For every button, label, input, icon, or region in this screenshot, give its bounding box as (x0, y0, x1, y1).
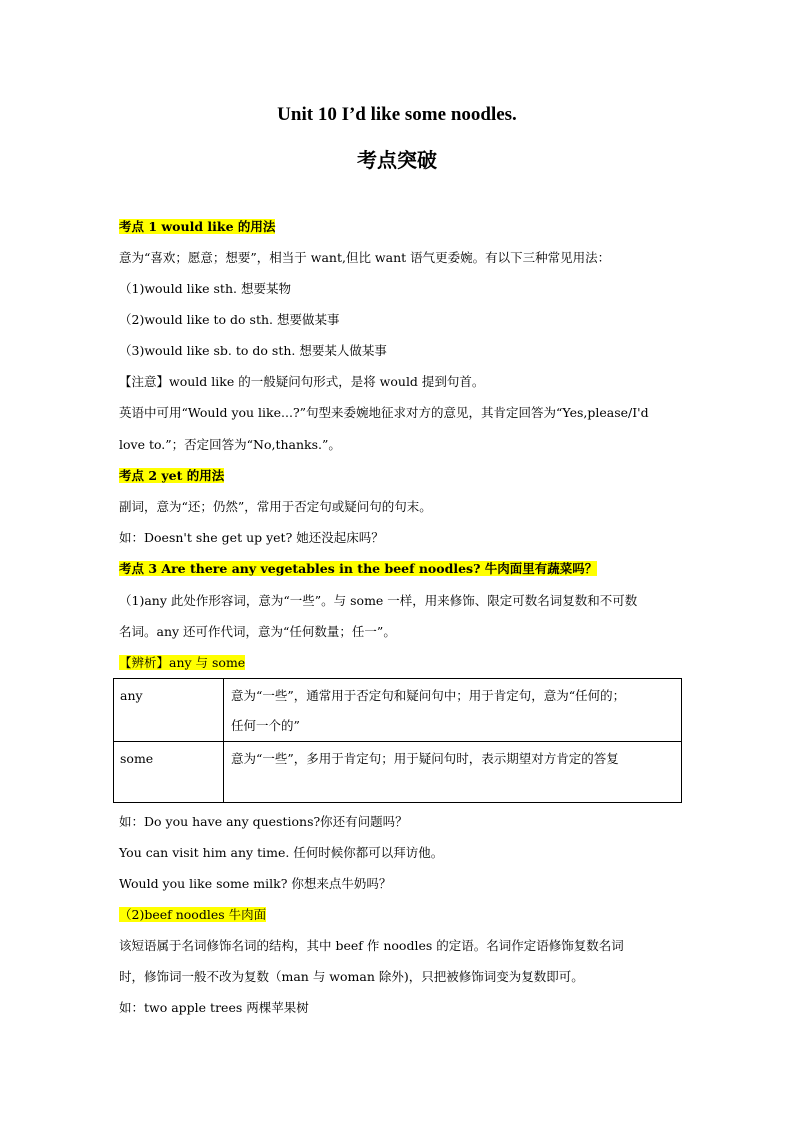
section3-example3: Would you like some milk? 你想来点牛奶吗？ (119, 876, 392, 891)
section3-compare-heading: 【辨析】any 与 some (119, 655, 246, 670)
section1-heading: 考点 1 would like 的用法 (119, 219, 276, 234)
section1-note: 【注意】would like 的一般疑问句形式，是将 would 提到句首。 (119, 374, 485, 389)
section1-usage-line2: love to.”；否定回答为“No,thanks.”。 (119, 437, 341, 452)
section2-heading: 考点 2 yet 的用法 (119, 468, 225, 483)
section3-para1-line2: 名词。any 还可作代词，意为“任何数量；任一”。 (119, 624, 396, 639)
section3-example2: You can visit him any time. 任何时候你都可以拜访他。 (119, 845, 444, 860)
table-cell-any-desc-line2: 任何一个的” (231, 718, 300, 733)
section3-para2-line2: 时，修饰词一般不改为复数（man 与 woman 除外)，只把被修饰词变为复数即可。 (119, 969, 584, 984)
section2-example: 如：Doesn't she get up yet? 她还没起床吗？ (119, 530, 384, 545)
page-subtitle: 考点突破 (357, 148, 437, 172)
table-row-divider (114, 741, 681, 742)
table-cell-any-desc-line1: 意为“一些”，通常用于否定句和疑问句中；用于肯定句，意为“任何的； (231, 688, 626, 703)
section1-usage-line1: 英语中可用“Would you like...?”句型来委婉地征求对方的意见，其肯定回答为“Yes,please/I'd (119, 405, 649, 420)
section3-para2-example: 如：two apple trees 两棵苹果树 (119, 1000, 309, 1015)
table-cell-some-desc: 意为“一些”，多用于肯定句；用于疑问句时，表示期望对方肯定的答复 (231, 751, 619, 766)
section1-use2: （2)would like to do sth. 想要做某事 (119, 312, 340, 327)
section1-use1: （1)would like sth. 想要某物 (119, 281, 291, 296)
section3-example1: 如：Do you have any questions?你还有问题吗？ (119, 814, 408, 829)
section3-para1-line1: （1)any 此处作形容词，意为“一些”。与 some 一样，用来修饰、限定可数名词复数和不可数 (119, 593, 638, 608)
comparison-table (113, 678, 682, 803)
section3-para2-heading: （2)beef noodles 牛肉面 (119, 907, 267, 922)
section3-para2-line1: 该短语属于名词修饰名词的结构，其中 beef 作 noodles 的定语。名词作定语修饰复数名词 (119, 938, 624, 953)
table-cell-any: any (120, 688, 143, 703)
section1-meaning: 意为“喜欢；愿意；想要”，相当于 want,但比 want 语气更委婉。有以下三种常见用法： (119, 250, 611, 265)
table-cell-some: some (120, 751, 154, 766)
section3-heading: 考点 3 Are there any vegetables in the beef noodles? 牛肉面里有蔬菜吗？ (119, 561, 598, 576)
section1-use3: （3)would like sb. to do sth. 想要某人做某事 (119, 343, 387, 358)
section2-meaning: 副词，意为“还；仍然”，常用于否定句或疑问句的句末。 (119, 499, 432, 514)
page-title: Unit 10 I’d like some noodles. (277, 104, 517, 125)
